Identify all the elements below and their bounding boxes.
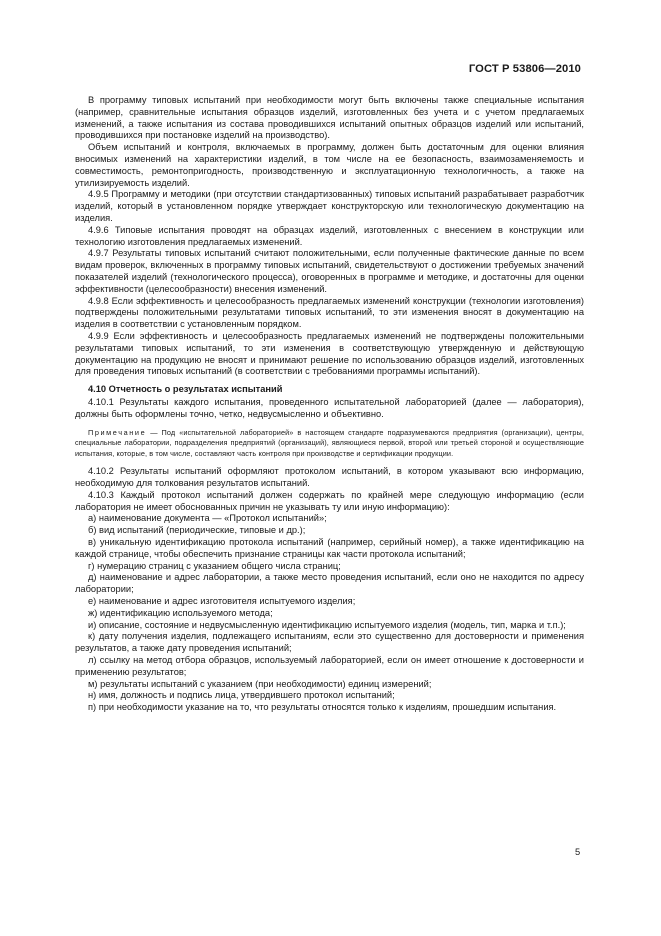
requirement-list: [75, 513, 584, 714]
list-item: м) результаты испытаний с указанием (при необходимости) единиц измерений;: [88, 678, 432, 689]
page-body: [75, 95, 584, 714]
page-number: 5: [575, 847, 581, 857]
clause-4-9-8: 4.9.8 Если эффективность и целесообразность предлагаемых изменений конструкции (технологии изготовления) подтверждены положительными результатами типовых испытаний, то эти изменения вносят в документацию на изделия в соответствии с установленным порядком.: [75, 295, 584, 330]
clause-4-10-1: 4.10.1 Результаты каждого испытания, проведенного испытательной лабораторией (далее — лаборатория), должны быть оформлены точно, четко, недвусмысленно и объективно.: [75, 396, 584, 419]
section-heading-4-10: 4.10 Отчетность о результатах испытаний: [88, 384, 283, 395]
list-item: л) ссылку на метод отбора образцов, используемый лабораторией, если он имеет отношение к достоверности и применению результатов;: [75, 655, 584, 677]
list-item: г) нумерацию страниц с указанием общего числа страниц;: [88, 560, 341, 571]
list-item: д) наименование и адрес лаборатории, а также место проведения испытаний, если оно не находится по адресу лаборатории;: [75, 572, 584, 595]
clause-4-10-2: 4.10.2 Результаты испытаний оформляют протоколом испытаний, в котором указывают всю информацию, необходимую для толкования результатов испытаний.: [75, 466, 584, 489]
note: [75, 428, 584, 460]
paragraph: Объем испытаний и контроля, включаемых в программу, должен быть достаточным для оценки влияния вносимых изменений на характеристики изделий, в том числе на ее безопасность, взаимозаменяемость и совместимость, ремонтопригодность, производственную и эксплуатационную технологичность, а также на утилизируемость изделий.: [75, 142, 584, 188]
clause-4-9-6: 4.9.6 Типовые испытания проводят на образцах изделий, изготовленных с внесением в конструкции или технологию изготовления предлагаемых изменений.: [75, 224, 584, 247]
document-header: ГОСТ Р 53806—2010: [468, 63, 581, 75]
note-label: Примечание: [88, 427, 147, 437]
list-item: н) имя, должность и подпись лица, утвердившего протокол испытаний;: [88, 690, 395, 701]
list-item: и) описание, состояние и недвусмысленную идентификацию испытуемого изделия (модель, тип, марка и т.п.);: [88, 619, 566, 630]
clause-4-9-9: 4.9.9 Если эффективность и целесообразность предлагаемых изменений не подтверждены положительными результатами типовых испытаний, то эти изменения в соответствующую утвержденную и действующую документацию на продукцию не вносят и принимают решение по использованию образцов изделий, изготовленных для проведения типовых испытаний (в соответствии с требованиями программы испытаний).: [75, 330, 584, 377]
list-item: е) наименование и адрес изготовителя испытуемого изделия;: [88, 596, 356, 607]
paragraph: В программу типовых испытаний при необходимости могут быть включены также специальные испытания (например, сравнительные испытания образцов изделий, изготовленных без учета и с учетом предлагаемых изменений, а также испытания из состава проводившихся испытаний опытных образцов изделий или испытаний, проводившихся при постановке изделий на производство).: [75, 95, 584, 141]
note-text: — Под «испытательной лабораторией» в настоящем стандарте подразумеваются предприятия (организации), центры, специальные лаборатории, подразделения предприятий (организаций), являющиеся первой, второй или третьей стороной и осуществляющие испытания, которые, в том числе, составляют часть контроля при производстве и сертификации продукции.: [75, 427, 584, 458]
clause-4-9-7: 4.9.7 Результаты типовых испытаний считают положительными, если полученные фактические данные по всем видам проверок, включенных в программу типовых испытаний, свидетельствуют о достижении требуемых значений показателей изделий (технологического процесса), оговоренных в программе и методике, и достаточны для оценки эффективности (целесообразности) внесения изменений.: [75, 248, 584, 294]
clause-4-9-5: 4.9.5 Программу и методики (при отсутствии стандартизованных) типовых испытаний разрабатывает разработчик изделий, который в установленном порядке утверждает конструкторскую или технологическую документацию на изделия.: [75, 189, 584, 223]
clause-4-10-3: 4.10.3 Каждый протокол испытаний должен содержать по крайней мере следующую информацию (если лаборатория не имеет обоснованных причин не указывать ту или иную информацию):: [75, 489, 584, 512]
list-item: ж) идентификацию используемого метода;: [88, 607, 273, 618]
list-item: а) наименование документа — «Протокол испытаний»;: [88, 513, 327, 524]
list-item: к) дату получения изделия, подлежащего испытаниям, если это существенно для достоверности и применения результатов, а также дату проведения испытаний;: [75, 631, 584, 654]
list-item: б) вид испытаний (периодические, типовые и др.);: [88, 525, 306, 536]
list-item: в) уникальную идентификацию протокола испытаний (например, серийный номер), а также идентификацию на каждой странице, чтобы обеспечить признание страницы как части протокола испытаний;: [75, 537, 584, 559]
list-item: п) при необходимости указание на то, что результаты относятся только к изделиям, прошедшим испытания.: [88, 702, 557, 713]
